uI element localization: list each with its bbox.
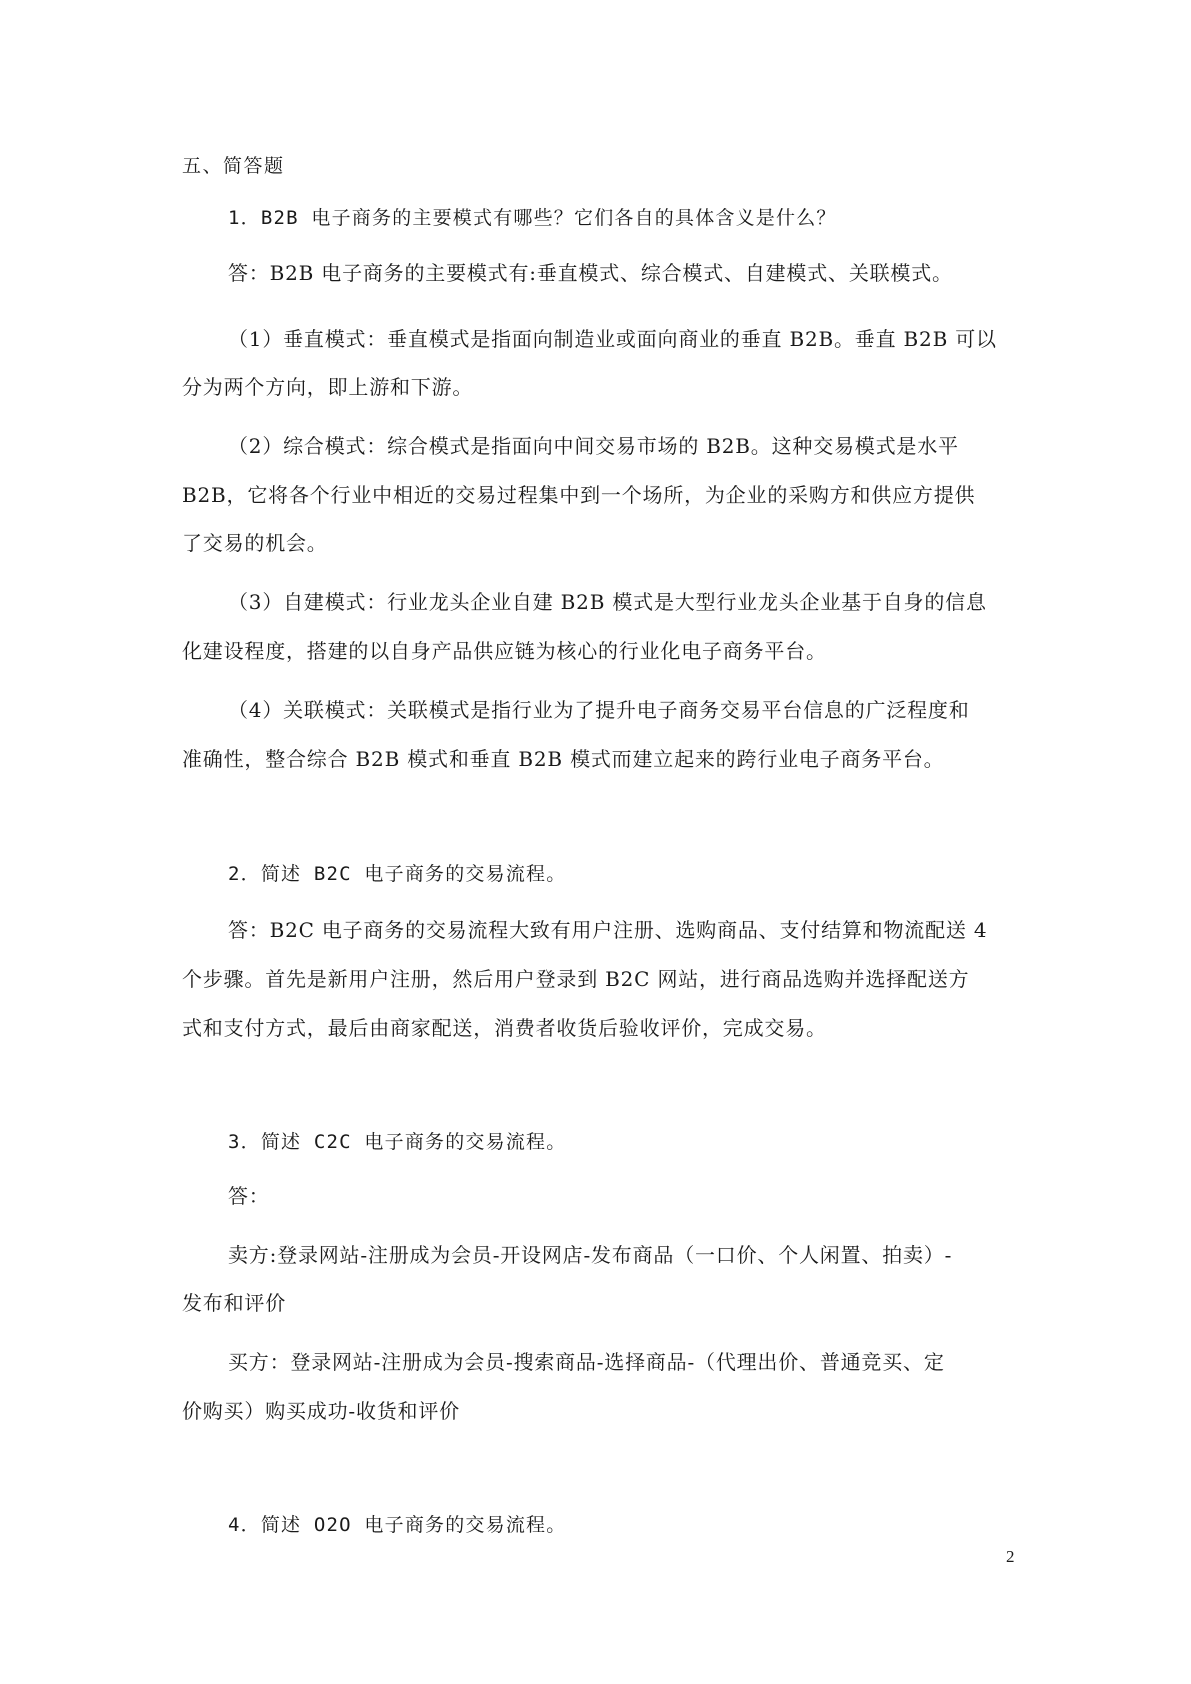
q3-seller-line-2: 发布和评价: [182, 1291, 286, 1315]
q3-answer-label: 答：: [228, 1184, 270, 1208]
question-3-title: 3．简述 C2C 电子商务的交易流程。: [228, 1131, 567, 1153]
q1-item-1-line-2: 分为两个方向，即上游和下游。: [182, 375, 474, 399]
q1-item-2-line-2: B2B，它将各个行业中相近的交易过程集中到一个场所，为企业的采购方和供应方提供: [182, 483, 976, 507]
q1-item-2-line-1: （2）综合模式：综合模式是指面向中间交易市场的 B2B。这种交易模式是水平: [228, 434, 959, 458]
q1-item-4-line-2: 准确性，整合综合 B2B 模式和垂直 B2B 模式而建立起来的跨行业电子商务平台。: [182, 747, 945, 771]
q1-item-4-line-1: （4）关联模式：关联模式是指行业为了提升电子商务交易平台信息的广泛程度和: [228, 698, 970, 722]
q1-item-3-line-2: 化建设程度，搭建的以自身产品供应链为核心的行业化电子商务平台。: [182, 639, 827, 663]
question-4-title: 4．简述 O2O 电子商务的交易流程。: [228, 1514, 567, 1536]
q3-buyer-line-1: 买方：登录网站-注册成为会员-搜索商品-选择商品-（代理出价、普通竞买、定: [228, 1350, 945, 1374]
q1-item-2-line-3: 了交易的机会。: [182, 531, 328, 555]
q1-item-1-line-1: （1）垂直模式：垂直模式是指面向制造业或面向商业的垂直 B2B。垂直 B2B 可以: [228, 327, 997, 351]
question-2-title: 2．简述 B2C 电子商务的交易流程。: [228, 863, 567, 885]
section-title: 五、简答题: [182, 155, 285, 177]
q2-answer-line-1: 答：B2C 电子商务的交易流程大致有用户注册、选购商品、支付结算和物流配送 4: [228, 918, 988, 942]
q2-answer-line-3: 式和支付方式，最后由商家配送，消费者收货后验收评价，完成交易。: [182, 1016, 827, 1040]
page-number: 2: [1006, 1547, 1015, 1566]
q1-item-3-line-1: （3）自建模式：行业龙头企业自建 B2B 模式是大型行业龙头企业基于自身的信息: [228, 590, 987, 614]
q2-answer-line-2: 个步骤。首先是新用户注册，然后用户登录到 B2C 网站，进行商品选购并选择配送方: [182, 967, 970, 991]
q3-seller-line-1: 卖方:登录网站-注册成为会员-开设网店-发布商品（一口价、个人闲置、拍卖）-: [228, 1243, 953, 1267]
q3-buyer-line-2: 价购买）购买成功-收货和评价: [182, 1399, 460, 1423]
question-1-title: 1．B2B 电子商务的主要模式有哪些？它们各自的具体含义是什么？: [228, 207, 837, 229]
question-1-answer-intro: 答：B2B 电子商务的主要模式有:垂直模式、综合模式、自建模式、关联模式。: [228, 261, 953, 285]
